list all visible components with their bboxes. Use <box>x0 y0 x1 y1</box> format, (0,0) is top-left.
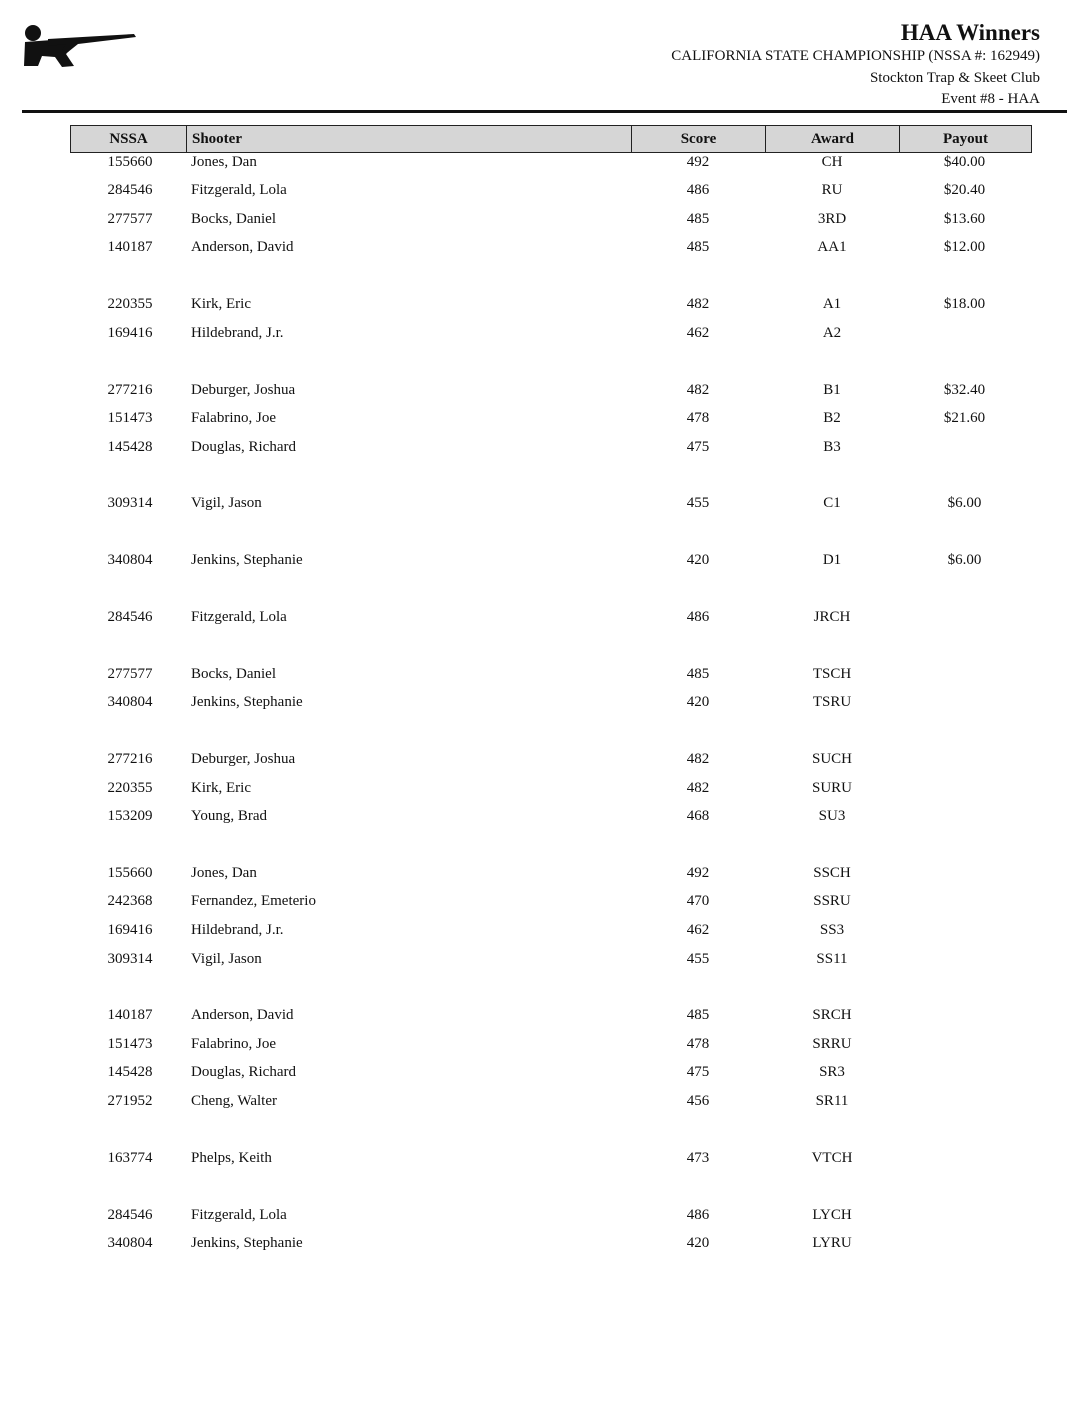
shooter-cell: Hildebrand, J.r. <box>191 325 284 341</box>
nssa-cell: 169416 <box>107 922 153 938</box>
table-row <box>70 150 1032 174</box>
shooter-cell: Anderson, David <box>191 1007 294 1023</box>
score-cell: 486 <box>686 182 710 198</box>
table-row <box>70 1060 1032 1084</box>
payout-cell: $6.00 <box>947 552 982 568</box>
shooter-cell: Douglas, Richard <box>191 1064 296 1080</box>
score-cell: 492 <box>686 154 710 170</box>
shooter-cell: Jones, Dan <box>191 865 257 881</box>
table-row <box>70 690 1032 714</box>
nssa-cell: 155660 <box>107 154 153 170</box>
payout-cell <box>899 861 1030 885</box>
payout-cell <box>899 947 1030 971</box>
table-row <box>70 491 1032 515</box>
table-row <box>70 207 1032 231</box>
shooter-cell: Jenkins, Stephanie <box>191 694 303 710</box>
table-row <box>70 406 1032 430</box>
award-cell: SU3 <box>818 808 846 824</box>
nssa-cell: 309314 <box>107 951 153 967</box>
page-title: HAA Winners <box>900 20 1040 45</box>
shooter-cell: Hildebrand, J.r. <box>191 922 284 938</box>
score-cell: 455 <box>686 951 710 967</box>
award-cell: A2 <box>822 325 842 341</box>
payout-cell: $12.00 <box>943 239 986 255</box>
nssa-cell: 340804 <box>107 694 153 710</box>
table-row <box>70 804 1032 828</box>
score-cell: 485 <box>686 666 710 682</box>
award-cell: SS11 <box>816 951 848 967</box>
shooter-cell: Deburger, Joshua <box>191 751 296 767</box>
award-cell: C1 <box>823 495 841 511</box>
payout-cell <box>899 690 1030 714</box>
nssa-cell: 151473 <box>107 410 153 426</box>
payout-cell: $40.00 <box>943 154 986 170</box>
shooter-cell: Anderson, David <box>191 239 294 255</box>
payout-cell <box>899 747 1030 771</box>
shooter-cell: Vigil, Jason <box>191 495 262 511</box>
table-row <box>70 178 1032 202</box>
award-cell: A1 <box>822 296 842 312</box>
score-cell: 478 <box>686 1036 710 1052</box>
column-header-payout: Payout <box>943 131 988 147</box>
score-cell: 478 <box>686 410 710 426</box>
nssa-cell: 155660 <box>107 865 153 881</box>
payout-cell <box>899 776 1030 800</box>
score-cell: 485 <box>686 211 710 227</box>
score-cell: 485 <box>686 239 710 255</box>
table-row <box>70 435 1032 459</box>
award-cell: LYRU <box>812 1235 852 1251</box>
score-cell: 462 <box>686 922 710 938</box>
nssa-cell: 242368 <box>107 893 153 909</box>
event-name: Event #8 - HAA <box>941 91 1040 107</box>
award-cell: SRCH <box>812 1007 852 1023</box>
table-row <box>70 1032 1032 1056</box>
nssa-cell: 163774 <box>107 1150 153 1166</box>
payout-cell: $32.40 <box>943 382 986 398</box>
table-row <box>70 235 1032 259</box>
shooter-cell: Jenkins, Stephanie <box>191 552 303 568</box>
payout-cell: $13.60 <box>943 211 986 227</box>
shooter-cell: Fitzgerald, Lola <box>191 182 287 198</box>
award-cell: B3 <box>823 439 841 455</box>
award-cell: SRRU <box>812 1036 852 1052</box>
score-cell: 482 <box>686 751 710 767</box>
nssa-cell: 145428 <box>107 1064 153 1080</box>
payout-cell <box>899 1146 1030 1170</box>
table-row <box>70 776 1032 800</box>
column-header-award: Award <box>766 126 900 152</box>
table-row <box>70 861 1032 885</box>
nssa-cell: 153209 <box>107 808 153 824</box>
nssa-cell: 277577 <box>107 666 153 682</box>
payout-cell <box>899 662 1030 686</box>
shooter-cell: Bocks, Daniel <box>191 666 276 682</box>
award-cell: JRCH <box>813 609 851 625</box>
score-cell: 485 <box>686 1007 710 1023</box>
table-row <box>70 321 1032 345</box>
award-cell: LYCH <box>812 1207 852 1223</box>
nssa-cell: 340804 <box>107 552 153 568</box>
payout-cell <box>899 1032 1030 1056</box>
table-row <box>70 1203 1032 1227</box>
table-row <box>70 292 1032 316</box>
nssa-cell: 277216 <box>107 751 153 767</box>
payout-cell <box>899 605 1030 629</box>
shooter-cell: Cheng, Walter <box>191 1093 277 1109</box>
table-row <box>70 1003 1032 1027</box>
table-row <box>70 662 1032 686</box>
score-cell: 455 <box>686 495 710 511</box>
award-cell: SSCH <box>813 865 851 881</box>
nssa-cell: 151473 <box>107 1036 153 1052</box>
score-cell: 475 <box>686 1064 710 1080</box>
payout-cell <box>899 1060 1030 1084</box>
payout-cell <box>899 321 1030 345</box>
shooter-cell: Jenkins, Stephanie <box>191 1235 303 1251</box>
nssa-cell: 309314 <box>107 495 153 511</box>
table-row <box>70 1089 1032 1113</box>
column-header-nssa: NSSA <box>71 126 187 152</box>
award-cell: SR3 <box>819 1064 845 1080</box>
award-cell: SS3 <box>819 922 845 938</box>
score-cell: 486 <box>686 609 710 625</box>
payout-cell <box>899 889 1030 913</box>
payout-cell: $20.40 <box>943 182 986 198</box>
score-cell: 482 <box>686 780 710 796</box>
shooter-cell: Deburger, Joshua <box>191 382 296 398</box>
nssa-cell: 340804 <box>107 1235 153 1251</box>
table-row <box>70 548 1032 572</box>
nssa-cell: 169416 <box>107 325 153 341</box>
payout-cell <box>899 918 1030 942</box>
championship-name: CALIFORNIA STATE CHAMPIONSHIP (NSSA #: 162949) <box>671 48 1040 64</box>
table-row <box>70 918 1032 942</box>
award-cell: SSRU <box>813 893 851 909</box>
score-cell: 482 <box>686 382 710 398</box>
award-cell: AA1 <box>817 239 847 255</box>
shooter-cell: Falabrino, Joe <box>191 410 276 426</box>
shooter-cell: Douglas, Richard <box>191 439 296 455</box>
payout-cell <box>899 435 1030 459</box>
shooter-cell: Fernandez, Emeterio <box>191 893 316 909</box>
award-cell: CH <box>821 154 843 170</box>
shooter-cell: Falabrino, Joe <box>191 1036 276 1052</box>
table-row <box>70 947 1032 971</box>
shooter-cell: Fitzgerald, Lola <box>191 609 287 625</box>
payout-cell <box>899 1231 1030 1255</box>
nssa-cell: 145428 <box>107 439 153 455</box>
score-cell: 462 <box>686 325 710 341</box>
score-cell: 456 <box>686 1093 710 1109</box>
award-cell: SURU <box>811 780 852 796</box>
shooter-cell: Vigil, Jason <box>191 951 262 967</box>
payout-cell: $18.00 <box>943 296 986 312</box>
payout-cell: $21.60 <box>943 410 986 426</box>
table-row <box>70 747 1032 771</box>
shooter-cell: Jones, Dan <box>191 154 257 170</box>
score-cell: 468 <box>686 808 710 824</box>
nssa-cell: 277216 <box>107 382 153 398</box>
shooter-cell: Bocks, Daniel <box>191 211 276 227</box>
shooter-cell: Young, Brad <box>191 808 267 824</box>
score-cell: 420 <box>686 694 710 710</box>
table-row <box>70 1231 1032 1255</box>
award-cell: SR11 <box>815 1093 849 1109</box>
nssa-cell: 284546 <box>107 609 153 625</box>
shooter-cell: Kirk, Eric <box>191 296 251 312</box>
nssa-cell: 220355 <box>107 296 153 312</box>
score-cell: 470 <box>686 893 710 909</box>
payout-cell <box>899 1203 1030 1227</box>
score-cell: 486 <box>686 1207 710 1223</box>
column-header-shooter: Shooter <box>187 126 632 152</box>
club-name: Stockton Trap & Skeet Club <box>869 70 1040 86</box>
payout-cell <box>899 804 1030 828</box>
award-cell: B1 <box>823 382 841 398</box>
score-cell: 482 <box>686 296 710 312</box>
shooter-cell: Fitzgerald, Lola <box>191 1207 287 1223</box>
payout-cell <box>899 1089 1030 1113</box>
shooter-cell: Phelps, Keith <box>191 1150 272 1166</box>
table-row <box>70 889 1032 913</box>
payout-cell <box>899 1003 1030 1027</box>
score-cell: 475 <box>686 439 710 455</box>
table-row <box>70 378 1032 402</box>
nssa-cell: 140187 <box>107 239 153 255</box>
nssa-cell: 284546 <box>107 1207 153 1223</box>
award-cell: TSCH <box>812 666 852 682</box>
award-cell: D1 <box>822 552 842 568</box>
column-header-score: Score <box>632 126 766 152</box>
score-cell: 420 <box>686 1235 710 1251</box>
award-cell: VTCH <box>811 1150 853 1166</box>
award-cell: TSRU <box>812 694 852 710</box>
score-cell: 420 <box>686 552 710 568</box>
award-cell: RU <box>821 182 843 198</box>
nssa-cell: 271952 <box>107 1093 153 1109</box>
award-cell: B2 <box>823 410 841 426</box>
table-row <box>70 1146 1032 1170</box>
nssa-cell: 140187 <box>107 1007 153 1023</box>
nssa-cell: 220355 <box>107 780 153 796</box>
nssa-cell: 284546 <box>107 182 153 198</box>
payout-cell: $6.00 <box>947 495 982 511</box>
score-cell: 492 <box>686 865 710 881</box>
score-cell: 473 <box>686 1150 710 1166</box>
award-cell: SUCH <box>811 751 852 767</box>
table-row <box>70 605 1032 629</box>
nssa-cell: 277577 <box>107 211 153 227</box>
award-cell: 3RD <box>817 211 847 227</box>
shooter-cell: Kirk, Eric <box>191 780 251 796</box>
